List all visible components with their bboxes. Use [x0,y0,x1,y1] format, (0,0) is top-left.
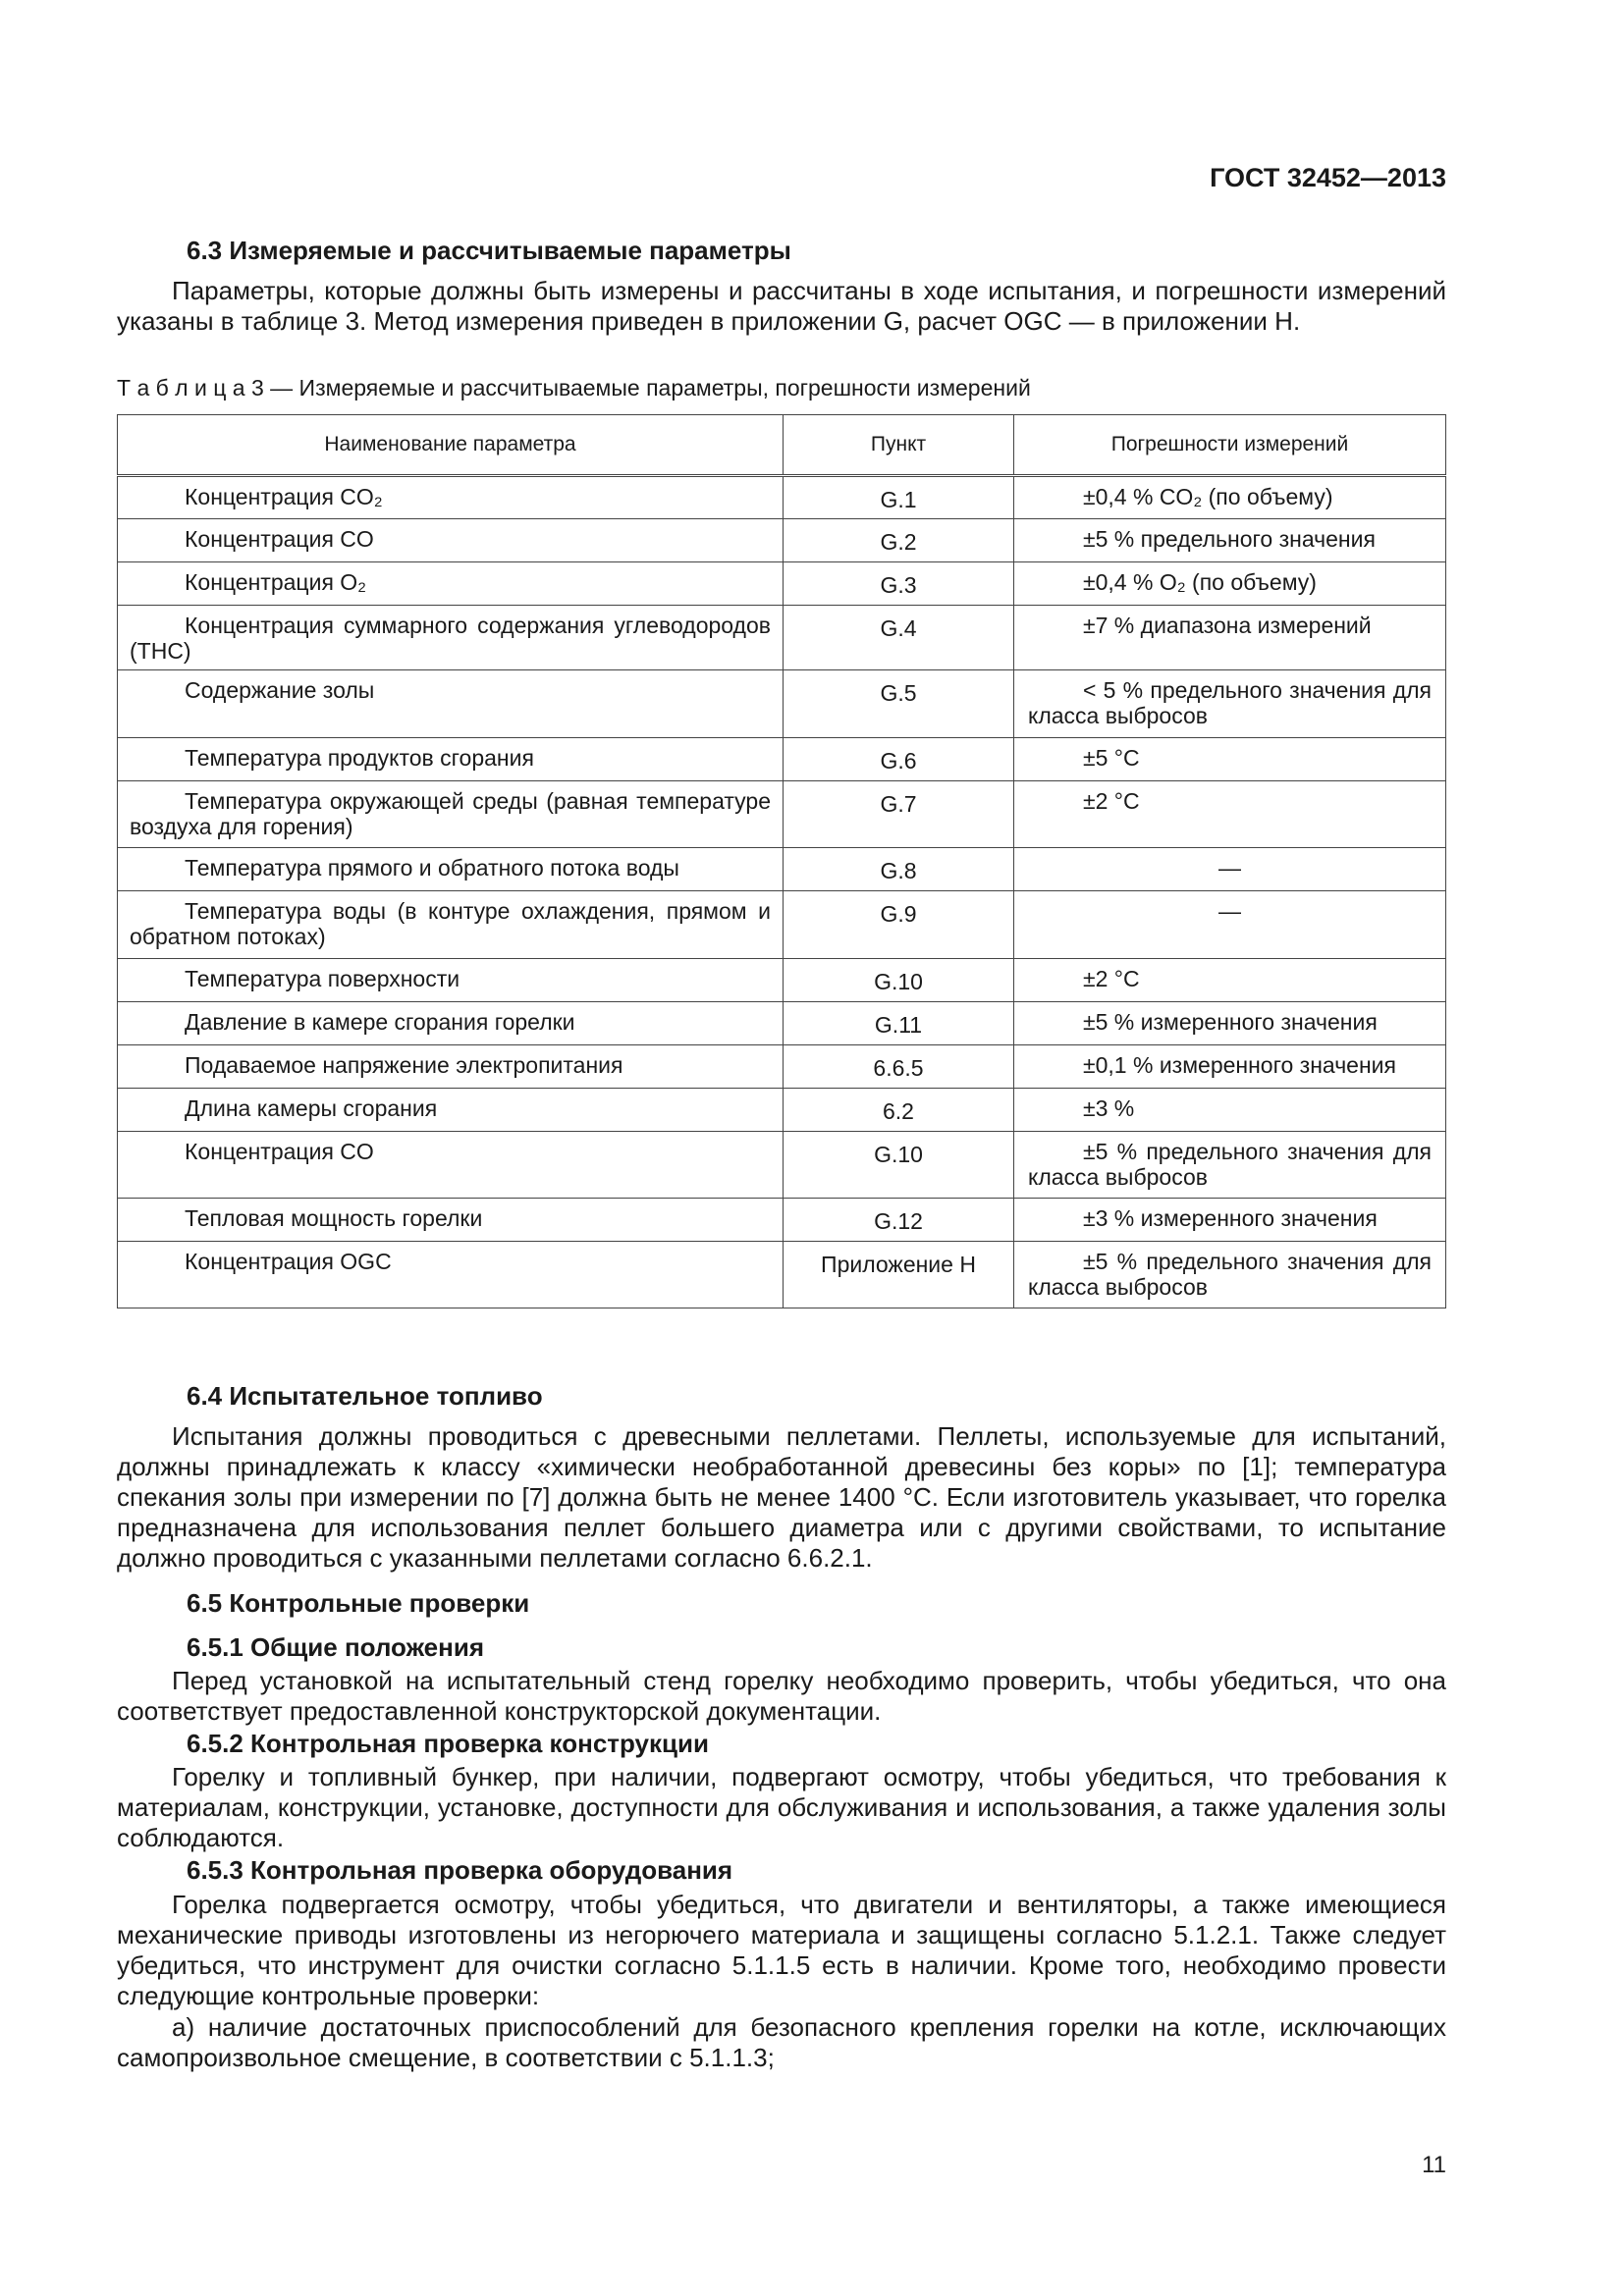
header-clause: Пункт [784,415,1014,476]
cell-parameter: Длина камеры сгорания [118,1089,784,1132]
cell-clause: G.6 [784,738,1014,781]
cell-error: ±3 % [1014,1089,1446,1132]
table-row [118,781,1446,848]
cell-error: ±0,4 % O₂ (по объему) [1014,562,1446,606]
cell-clause: G.3 [784,562,1014,606]
cell-clause: G.7 [784,781,1014,848]
table-row [118,848,1446,891]
table-row [118,1199,1446,1242]
cell-error: ±5 % измеренного значения [1014,1002,1446,1045]
cell-error: — [1014,848,1446,891]
section-6-3-title: 6.3 Измеряемые и рассчитываемые параметры [187,236,791,265]
cell-error: ±5 % предельного значения для класса выбросов [1014,1242,1446,1308]
cell-error: ±7 % диапазона измерений [1014,606,1446,670]
table-row [118,1045,1446,1089]
cell-error: ±5 °С [1014,738,1446,781]
document-number: ГОСТ 32452—2013 [1210,163,1446,192]
section-6-5-1-text: Перед установкой на испытательный стенд горелку необходимо проверить, чтобы убедиться, что она соответствует предоставленной конструкторской документации. [117,1666,1446,1726]
cell-clause: 6.6.5 [784,1045,1014,1089]
cell-error: — [1014,891,1446,959]
cell-parameter: Температура поверхности [118,959,784,1002]
section-6-5-2-text: Горелку и топливный бункер, при наличии, подвергают осмотру, чтобы убедиться, что требования к материалам, конструкции, установке, доступности для обслуживания и использования, а также удаления золы соблюдаются. [117,1762,1446,1852]
section-6-4-text: Испытания должны проводиться с древесными пеллетами. Пеллеты, используемые для испытаний, должны принадлежать к классу «химически необработанной древесины без коры» по [1]; температура спекания золы при измерении по [7] должна быть не менее 1400 °С. Если изготовитель указывает, что горелка предназначена для использования пеллет большего диаметра или с другими свойствами, то испытание должно проводиться с указанными пеллетами согласно 6.6.2.1. [117,1421,1446,1573]
page-number: 11 [1422,2152,1446,2178]
table-row [118,1242,1446,1308]
cell-clause: G.1 [784,476,1014,519]
cell-error: < 5 % предельного значения для класса выбросов [1014,670,1446,738]
section-6-3-text: Параметры, которые должны быть измерены и рассчитаны в ходе испытания, и погрешности измерений указаны в таблице 3. Метод измерения приведен в приложении G, расчет OGC — в приложении H. [117,276,1446,336]
cell-clause: G.8 [784,848,1014,891]
section-6-5-1-title: 6.5.1 Общие положения [187,1632,484,1662]
section-6-5-title: 6.5 Контрольные проверки [187,1588,530,1618]
cell-parameter: Концентрация CO₂ [118,476,784,519]
cell-parameter: Концентрация OGC [118,1242,784,1308]
section-6-5-2-title: 6.5.2 Контрольная проверка конструкции [187,1729,709,1758]
table-row [118,891,1446,959]
cell-error: ±0,1 % измеренного значения [1014,1045,1446,1089]
table-row [118,738,1446,781]
cell-clause: Приложение H [784,1242,1014,1308]
cell-parameter: Давление в камере сгорания горелки [118,1002,784,1045]
cell-error: ±2 °С [1014,959,1446,1002]
table-row [118,562,1446,606]
cell-parameter: Температура воды (в контуре охлаждения, прямом и обратном потоках) [118,891,784,959]
header-error: Погрешности измерений [1014,415,1446,476]
cell-error: ±3 % измеренного значения [1014,1199,1446,1242]
cell-clause: G.4 [784,606,1014,670]
parameters-table [117,414,1446,1308]
table-caption [117,375,1031,401]
table-row [118,1002,1446,1045]
cell-clause: 6.2 [784,1089,1014,1132]
table-row [118,1132,1446,1199]
cell-clause: G.11 [784,1002,1014,1045]
cell-error: ±5 % предельного значения для класса выбросов [1014,1132,1446,1199]
table-caption-label: Т а б л и ц а [117,375,245,400]
cell-clause: G.2 [784,519,1014,562]
list-item-a: а) наличие достаточных приспособлений для безопасного крепления горелки на котле, исключающих самопроизвольное смещение, в соответствии с 5.1.1.3; [117,2012,1446,2072]
cell-parameter: Концентрация CO [118,1132,784,1199]
table-row [118,476,1446,519]
cell-clause: G.10 [784,959,1014,1002]
cell-parameter: Температура продуктов сгорания [118,738,784,781]
cell-clause: G.10 [784,1132,1014,1199]
table-row [118,959,1446,1002]
section-6-4-title: 6.4 Испытательное топливо [187,1381,543,1411]
cell-clause: G.12 [784,1199,1014,1242]
table-row [118,519,1446,562]
cell-parameter: Температура окружающей среды (равная температуре воздуха для горения) [118,781,784,848]
table-row [118,670,1446,738]
cell-parameter: Тепловая мощность горелки [118,1199,784,1242]
cell-parameter: Температура прямого и обратного потока воды [118,848,784,891]
cell-parameter: Концентрация CO [118,519,784,562]
cell-parameter: Концентрация O₂ [118,562,784,606]
table-header-row [118,415,1446,476]
section-6-5-3-title: 6.5.3 Контрольная проверка оборудования [187,1855,733,1885]
cell-parameter: Содержание золы [118,670,784,738]
table-row [118,606,1446,670]
cell-parameter: Концентрация суммарного содержания углеводородов (THC) [118,606,784,670]
cell-parameter: Подаваемое напряжение электропитания [118,1045,784,1089]
section-6-5-3-text: Горелка подвергается осмотру, чтобы убедиться, что двигатели и вентиляторы, а также имеющиеся механические приводы изготовлены из негорючего материала и защищены согласно 5.1.2.1. Также следует убедиться, что инструмент для очистки согласно 5.1.1.5 есть в наличии. Кроме того, необходимо провести следующие контрольные проверки: [117,1890,1446,2010]
cell-error: ±5 % предельного значения [1014,519,1446,562]
cell-clause: G.5 [784,670,1014,738]
table-caption-text: 3 — Измеряемые и рассчитываемые параметры, погрешности измерений [250,375,1031,400]
table-row [118,1089,1446,1132]
cell-clause: G.9 [784,891,1014,959]
cell-error: ±2 °С [1014,781,1446,848]
cell-error: ±0,4 % CO₂ (по объему) [1014,476,1446,519]
header-parameter: Наименование параметра [118,415,784,476]
